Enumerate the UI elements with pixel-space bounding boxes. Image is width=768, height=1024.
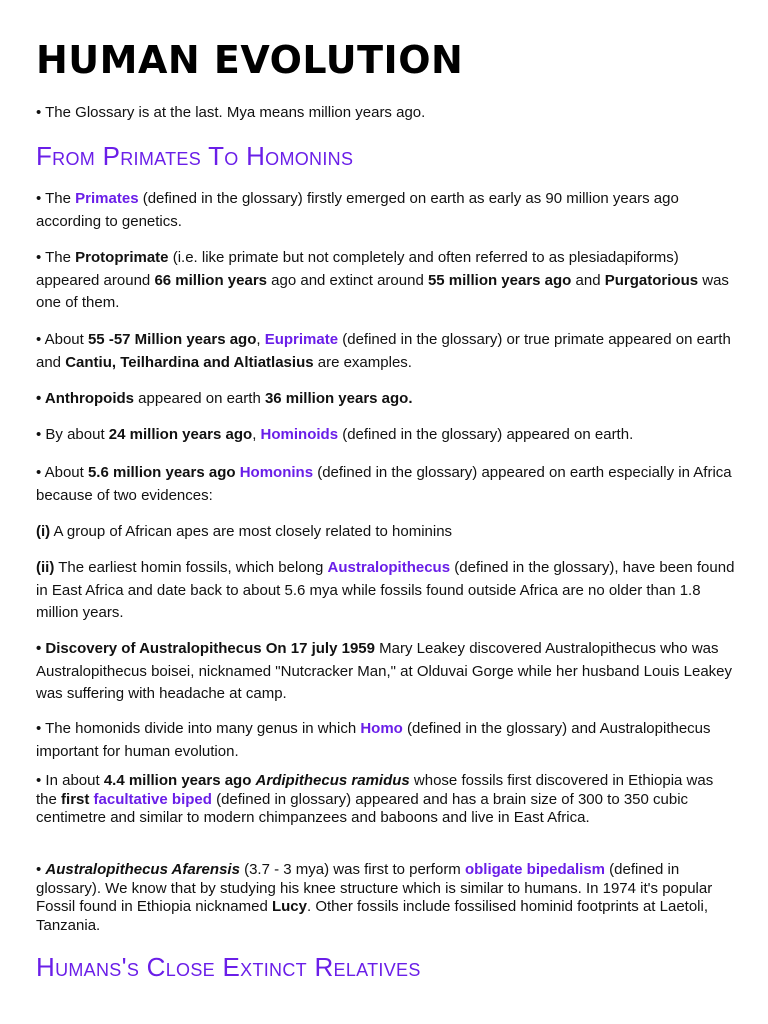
- paragraph-hominoids: • By about 24 million years ago, Hominoids (defined in the glossary) appeared on earth.: [36, 426, 634, 443]
- term-hominoids: Hominoids: [260, 426, 339, 443]
- paragraph-primates: • The Primates (defined in the glossary) firstly emerged on earth as early as 90 million years ago according to genetics.: [36, 190, 679, 230]
- intro-note: • The Glossary is at the last. Mya means million years ago.: [36, 104, 426, 121]
- paragraph-discovery: • Discovery of Australopithecus On 17 july 1959 Mary Leakey discovered Australopithecus who was Australopithecus boisei, nicknamed "Nutcracker Man," at Olduvai Gorge while her husband Louis Leakey was suffering with headache at camp.: [36, 640, 733, 702]
- term-obligate-bipedalism: obligate bipedalism: [464, 861, 606, 878]
- paragraph-anthropoids: • Anthropoids appeared on earth 36 million years ago.: [36, 390, 413, 407]
- term-euprimate: Euprimate: [264, 331, 339, 348]
- term-australopithecus: Australopithecus: [327, 559, 451, 576]
- section-heading-primates-to-homonins: From Primates To Homonins: [36, 141, 354, 171]
- section-heading-close-extinct-relatives: Humans's Close Extinct Relatives: [36, 952, 421, 982]
- term-homonins: Homonins: [239, 464, 314, 481]
- evidence-one: (i) A group of African apes are most closely related to hominins: [36, 523, 453, 540]
- paragraph-homonins: • About 5.6 million years ago Homonins (defined in the glossary) appeared on earth especially in Africa because of two evidences:: [36, 464, 732, 504]
- page-title: HUMAN EVOLUTION: [36, 38, 464, 82]
- term-homo: Homo: [360, 720, 403, 737]
- term-facultative-biped: facultative biped: [93, 790, 212, 808]
- paragraph-afarensis: • Australopithecus Afarensis (3.7 - 3 mya) was first to perform obligate bipedalism (defined in glossary). We know that by studying his knee structure which is similar to humans. In 1974 it's popular Fossil found in Ethiopia nicknamed Lucy. Other fossils include fossilised hominid footprints at Laetoli, Tanzania.: [36, 861, 713, 934]
- paragraph-genus: • The homonids divide into many genus in which Homo (defined in the glossary) and Australopithecus important for human evolution.: [36, 720, 711, 760]
- evidence-two: (ii) The earliest homin fossils, which belong Australopithecus (defined in the glossary), have been found in East Africa and date back to about 5.6 mya while fossils found outside Africa are no older than 1.8 million years.: [36, 559, 735, 621]
- paragraph-euprimate: • About 55 -57 Million years ago, Euprimate (defined in the glossary) or true primate appeared on earth and Cantiu, Teilhardina and Altiatlasius are examples.: [36, 331, 731, 371]
- term-primates: Primates: [75, 190, 139, 207]
- paragraph-protoprimate: • The Protoprimate (i.e. like primate but not completely and often referred to as plesiadapiforms) appeared around 66 million years ago and extinct around 55 million years ago and Purgatorious was one of them.: [36, 249, 729, 311]
- paragraph-ardipithecus: • In about 4.4 million years ago Ardipithecus ramidus whose fossils first discovered in Ethiopia was the first facultative biped (defined in glossary) appeared and has a brain size of 300 to 350 cubic centimetre and similar to modern chimpanzees and baboons and live in East Africa.: [36, 772, 714, 826]
